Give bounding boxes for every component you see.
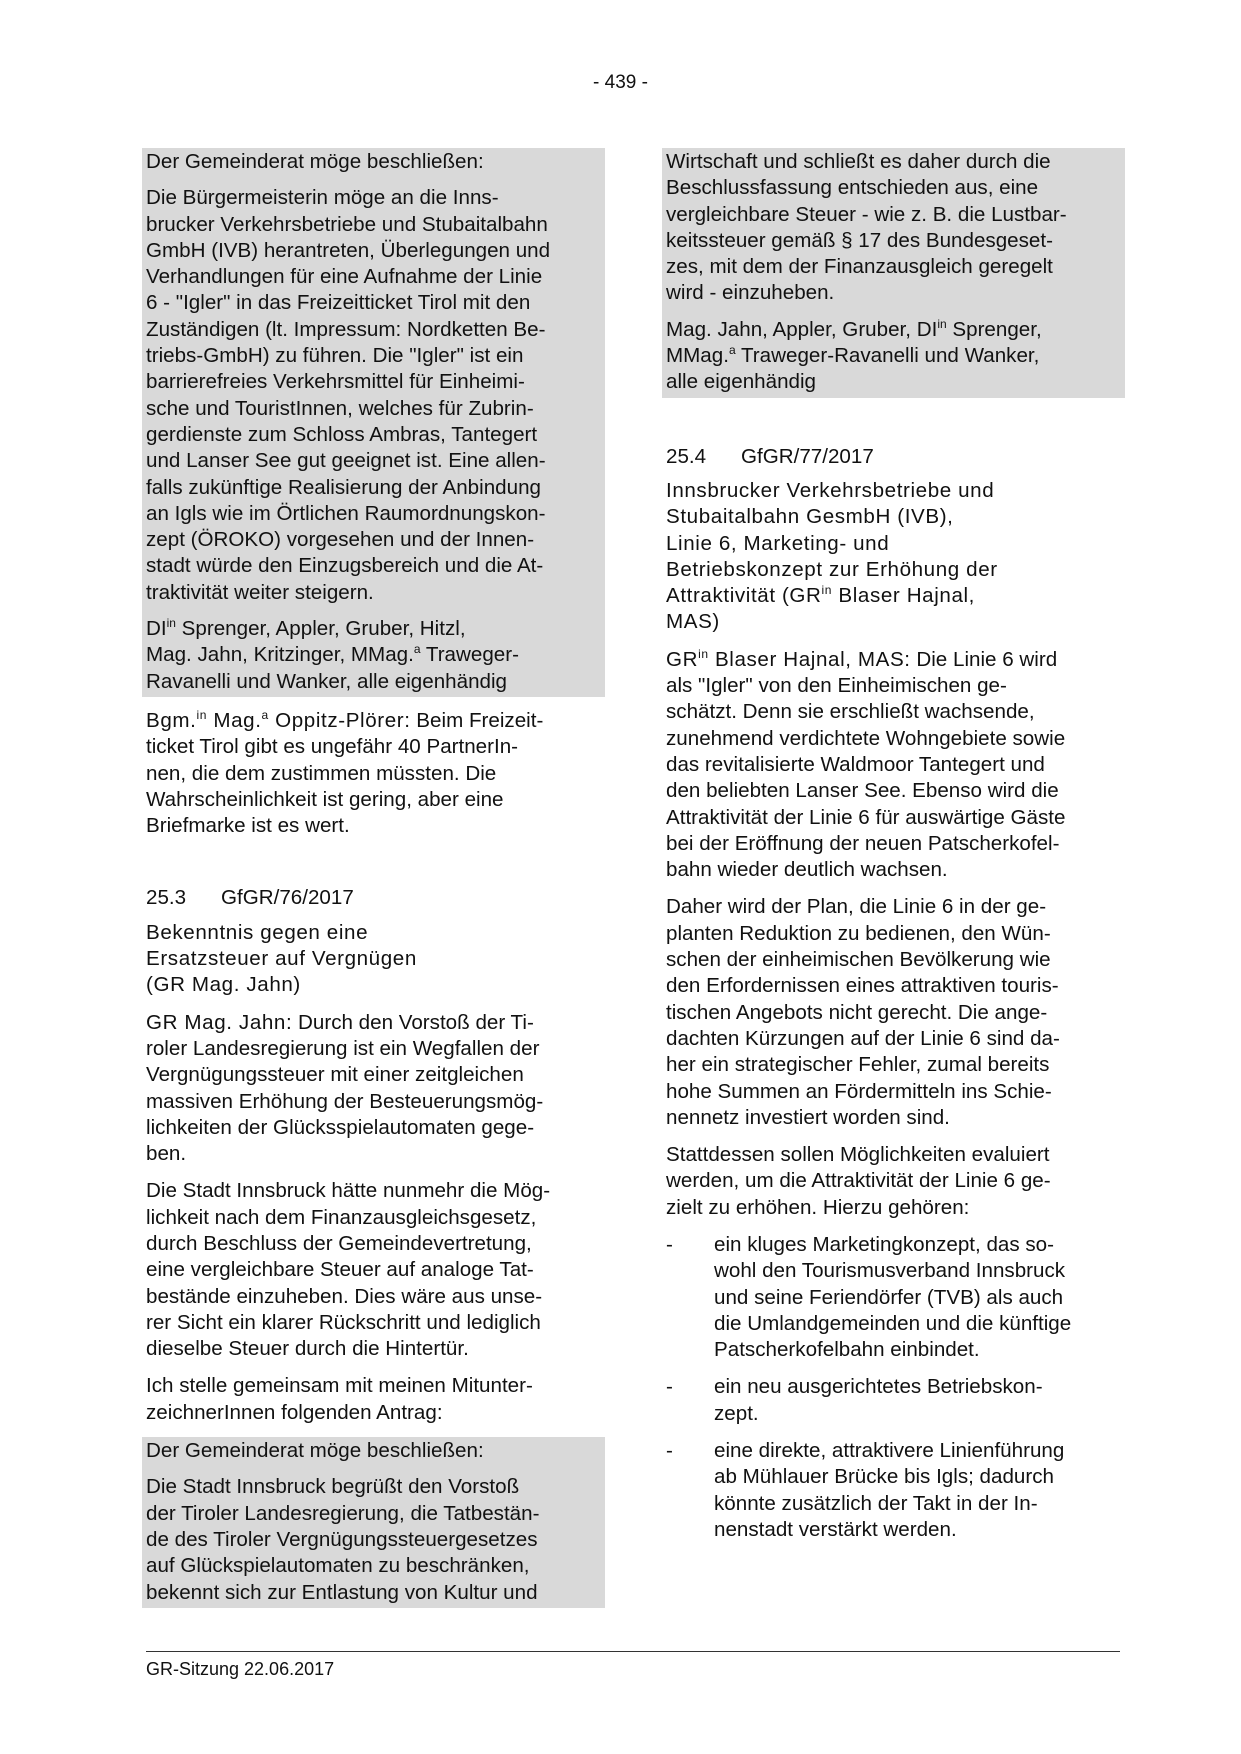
bullet-dash: - <box>666 1375 673 1399</box>
right-column <box>666 148 1121 1554</box>
resolution-heading: Der Gemeinderat möge beschließen: <box>146 150 484 173</box>
list-item-text: eine direkte, attraktivere Linienführung ab Mühlauer Brücke bis Igls; dadurch könnte zusätzlich der Takt in der In- nenstadt verstärkt werden. <box>714 1439 1065 1541</box>
item-code: GfGR/76/2017 <box>221 886 354 910</box>
item-title: Bekenntnis gegen eine Ersatzsteuer auf Vergnügen (GR Mag. Jahn) <box>146 920 417 997</box>
resolution-box-vergnuegungssteuer <box>142 1437 605 1608</box>
signatories: $DI^{in}$ Sprenger, Appler, Gruber, Hitzl, Mag. Jahn, Kritzinger, MMag.$^a$ Traweger- Ravanelli und Wanker, alle eigenhändig <box>146 616 519 693</box>
page-number: - 439 - <box>593 72 648 93</box>
agenda-item-25-3 <box>146 885 601 911</box>
left-column <box>146 148 601 1608</box>
body-paragraph: Daher wird der Plan, die Linie 6 in der ge- planten Reduktion zu bedienen, den Wün- schen der einheimischen Bevölkerung wie den Erfordernissen eines attraktiven touris- tischen Angebots nicht gerecht. Die ange- dachten Kürzungen auf der Linie 6 sind da- her ein strategischer Fehler, zumal bereits hohe Summen an Fördermitteln ins Schie- nennetz investiert worden sind. <box>666 895 1060 1129</box>
item-number: 25.4 <box>666 444 707 468</box>
item-title: Innsbrucker Verkehrsbetriebe und Stubaitalbahn GesmbH (IVB), Linie 6, Marketing- und Betriebskonzept zur Erhöhung der Attraktivität ($GR^{in}$ Blaser Hajnal, MAS) <box>666 478 998 634</box>
list-item <box>666 1232 1121 1363</box>
resolution-text: Die Bürgermeisterin möge an die Inns- brucker Verkehrsbetriebe und Stubaitalbahn GmbH (IVB) herantreten, Überlegungen und Verhandlungen für eine Aufnahme der Linie 6 - "Igler" in das Freizeitticket Tirol mit den Zuständigen (lt. Impressum: Nordketten Be- triebs-GmbH) zu führen. Die "Igler" ist ein barrierefreies Verkehrsmittel für Einheimi- sche und TouristInnen, welches für Zubrin- gerdienste zum Schloss Ambras, Tantegert und Lanser See gut geeignet ist. Eine allen- falls zukünftige Realisierung der Anbindung an Igls wie im Örtlichen Raumordnungskon- zept (ÖROKO) vorgesehen und der Innen- stadt würde den Einzugsbereich und die At- traktivität weiter steigern. <box>146 186 551 604</box>
list-item <box>666 1438 1121 1543</box>
signatories: Mag. Jahn, Appler, Gruber, $DI^{in}$ Sprenger, MMag.$^a$ Traweger-Ravanelli und Wanker, alle eigenhändig <box>666 316 1042 394</box>
speech-paragraph: $GR^{in}$ Blaser Hajnal, MAS: Die Linie 6 wird als "Igler" von den Einheimischen ge- schätzt. Denn sie erschließt wachsende, zunehmend verdichtete Wohngebiete sowie das revitalisierte Waldmoor Tantegert und den beliebten Lanser See. Ebenso wird die Attraktivität der Linie 6 für auswärtige Gäste bei der Eröffnung der neuen Patscherkofel- bahn wieder deutlich wachsen. <box>666 646 1066 882</box>
body-paragraph: Ich stelle gemeinsam mit meinen Mitunter- zeichnerInnen folgenden Antrag: <box>146 1374 533 1424</box>
item-code: GfGR/77/2017 <box>741 444 874 468</box>
resolution-box-igler <box>142 148 605 697</box>
item-number: 25.3 <box>146 886 187 910</box>
footer-divider <box>146 1651 1120 1652</box>
bullet-dash: - <box>666 1439 673 1463</box>
agenda-item-25-4 <box>666 444 1121 470</box>
resolution-text: Wirtschaft und schließt es daher durch die Beschlussfassung entschieden aus, eine vergleichbare Steuer - wie z. B. die Lustbar- keitssteuer gemäß § 17 des Bundesgeset- zes, mit dem der Finanzausgleich geregelt wird - einzuheben. <box>666 150 1067 305</box>
speech-paragraph: GR Mag. Jahn: Durch den Vorstoß der Ti- roler Landesregierung ist ein Wegfallen der Vergnügungssteuer mit einer zeitgleichen massiven Erhöhung der Besteuerungsmög- lichkeiten der Glücksspielautomaten gege- ben. <box>146 1010 544 1166</box>
mayor-statement: Bgm.$^{in}$ Mag.$^a$ Oppitz-Plörer: Beim Freizeit- ticket Tirol gibt es ungefähr 40 PartnerIn- nen, die dem zustimmen müssten. Die Wahrscheinlichkeit ist gering, aber eine Briefmarke ist es wert. <box>146 708 544 838</box>
list-item-text: ein neu ausgerichtetes Betriebskon- zept. <box>714 1375 1043 1425</box>
resolution-box-continued <box>662 148 1125 398</box>
resolution-heading: Der Gemeinderat möge beschließen: <box>146 1439 484 1463</box>
list-item <box>666 1374 1121 1427</box>
footer-session-date: GR-Sitzung 22.06.2017 <box>146 1659 335 1679</box>
body-paragraph: Die Stadt Innsbruck hätte nunmehr die Mög- lichkeit nach dem Finanzausgleichsgesetz, durch Beschluss der Gemeindevertretung, eine vergleichbare Steuer auf analoge Tat- bestände einzuheben. Dies wäre aus unse- rer Sicht ein klarer Rückschritt und lediglich dieselbe Steuer durch die Hintertür. <box>146 1179 551 1361</box>
body-paragraph: Stattdessen sollen Möglichkeiten evaluiert werden, um die Attraktivität der Linie 6 ge- zielt zu erhöhen. Hierzu gehören: <box>666 1143 1051 1219</box>
resolution-text: Die Stadt Innsbruck begrüßt den Vorstoß der Tiroler Landesregierung, die Tatbestän- de des Tiroler Vergnügungssteuergesetzes auf Glückspielautomaten zu beschränken, bekennt sich zur Entlastung von Kultur und <box>146 1475 540 1604</box>
list-item-text: ein kluges Marketingkonzept, das so- wohl den Tourismusverband Innsbruck und seine Feriendörfer (TVB) als auch die Umlandgemeinden und die künftige Patscherkofelbahn einbindet. <box>714 1232 1072 1362</box>
bullet-dash: - <box>666 1232 673 1256</box>
